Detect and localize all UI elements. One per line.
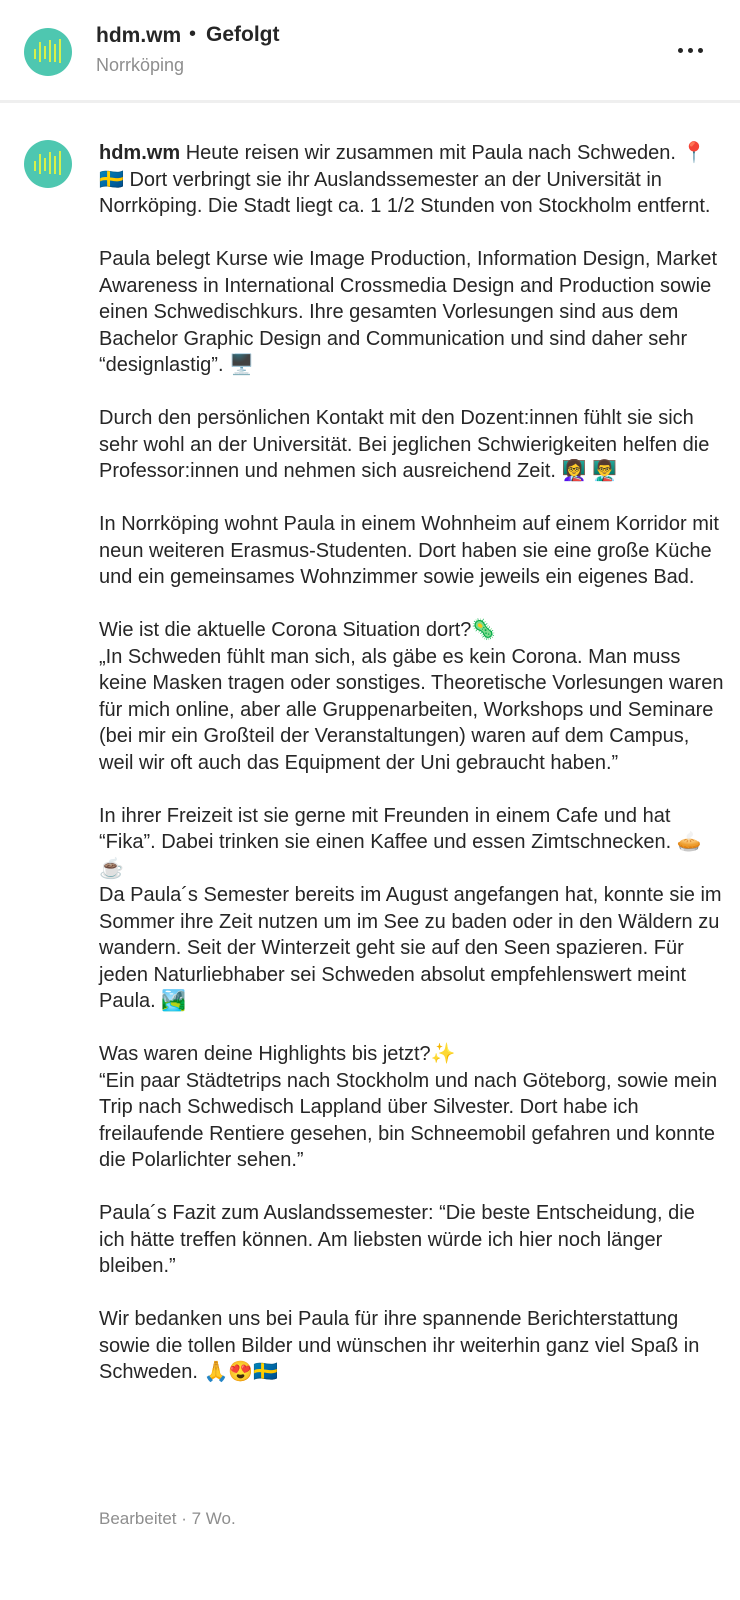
post-timestamp: Bearbeitet · 7 Wo. [99,1509,236,1528]
caption-paragraph-4: In Norrköping wohnt Paula in einem Wohnheim auf einem Korridor mit neun weiteren Erasmus-Studenten. Dort haben sie eine große Küche und ein gemeinsames Wohnzimmer sowie jeweils ein eigenes Bad. [99,513,719,588]
caption-paragraph-3: Durch den persönlichen Kontakt mit den Dozent:innen fühlt sie sich sehr wohl an der Universität. Bei jeglichen Schwierigkeiten helfen die Professor:innen und nehmen sich ausreichend Zeit. 👩‍🏫 👨‍🏫 [99,407,710,482]
hdm-logo-icon [24,28,72,76]
post-header [0,0,740,103]
follow-status-button[interactable]: Gefolgt [206,23,280,46]
caption-author-username[interactable]: hdm.wm [99,142,181,164]
header-separator: • [189,23,197,45]
post-caption [99,140,725,1386]
caption-paragraph-8: Paula´s Fazit zum Auslandssemester: “Die beste Entscheidung, die ich hätte treffen können. Am liebsten würde ich hier noch länger bleiben.” [99,1202,695,1277]
profile-avatar[interactable] [24,28,72,76]
caption-author-avatar[interactable] [24,140,72,188]
more-options-icon[interactable] [676,38,706,62]
caption-paragraph-1 [99,140,725,220]
caption-paragraph-6: In ihrer Freizeit ist sie gerne mit Freunden in einem Cafe und hat “Fika”. Dabei trinken sie einen Kaffee und essen Zimtschnecken. 🥧☕ Da Paula´s Semester bereits im August angefangen hat, konnte sie im Sommer ihre Zeit nutzen um im See zu baden oder in den Wäldern zu wandern. Seit der Winterzeit geht sie auf den Seen spazieren. Für jeden Naturliebhaber sei Schweden absolut empfehlenswert meint Paula. 🏞️ [99,804,722,1012]
caption-paragraph-9: Wir bedanken uns bei Paula für ihre spannende Berichterstattung sowie die tollen Bilder und wünschen ihr weiterhin ganz viel Spaß in Schweden. 🙏😍🇸🇪 [99,1308,700,1383]
caption-text: Heute reisen wir zusammen mit Paula nach Schweden. 📍🇸🇪 Dort verbringt sie ihr Auslandssemester an der Universität in Norrköping. Die Stadt liegt ca. 1 1/2 Stunden von Stockholm entfernt. [99,142,711,217]
caption-paragraph-7: Was waren deine Highlights bis jetzt?✨ “Ein paar Städtetrips nach Stockholm und nach Göteborg, sowie mein Trip nach Schwedisch Lappland über Silvester. Dort habe ich freilaufende Rentiere gesehen, bin Schneemobil gefahren und konnte die Polarlichter sehen.” [99,1043,718,1171]
header-location-link[interactable]: Norrköping [96,55,185,75]
caption-paragraph-5: Wie ist die aktuelle Corona Situation dort?🦠 „In Schweden fühlt man sich, als gäbe es kein Corona. Man muss keine Masken tragen oder sonstiges. Theoretische Vorlesungen waren für mich online, aber alle Gruppenarbeiten, Workshops und Seminare (bei mir ein Großteil der Veranstaltungen) waren auf dem Campus, weil wir oft auch das Equipment der Uni gebraucht haben.” [99,619,724,774]
hdm-logo-icon [24,140,72,188]
caption-paragraph-2: Paula belegt Kurse wie Image Production, Information Design, Market Awareness in International Crossmedia Design and Production sowie einen Schwedischkurs. Ihre gesamten Vorlesungen sind aus dem Bachelor Graphic Design and Communication und sind daher sehr “designlastig”. 🖥️ [99,248,718,376]
header-username[interactable]: hdm.wm [96,24,182,47]
